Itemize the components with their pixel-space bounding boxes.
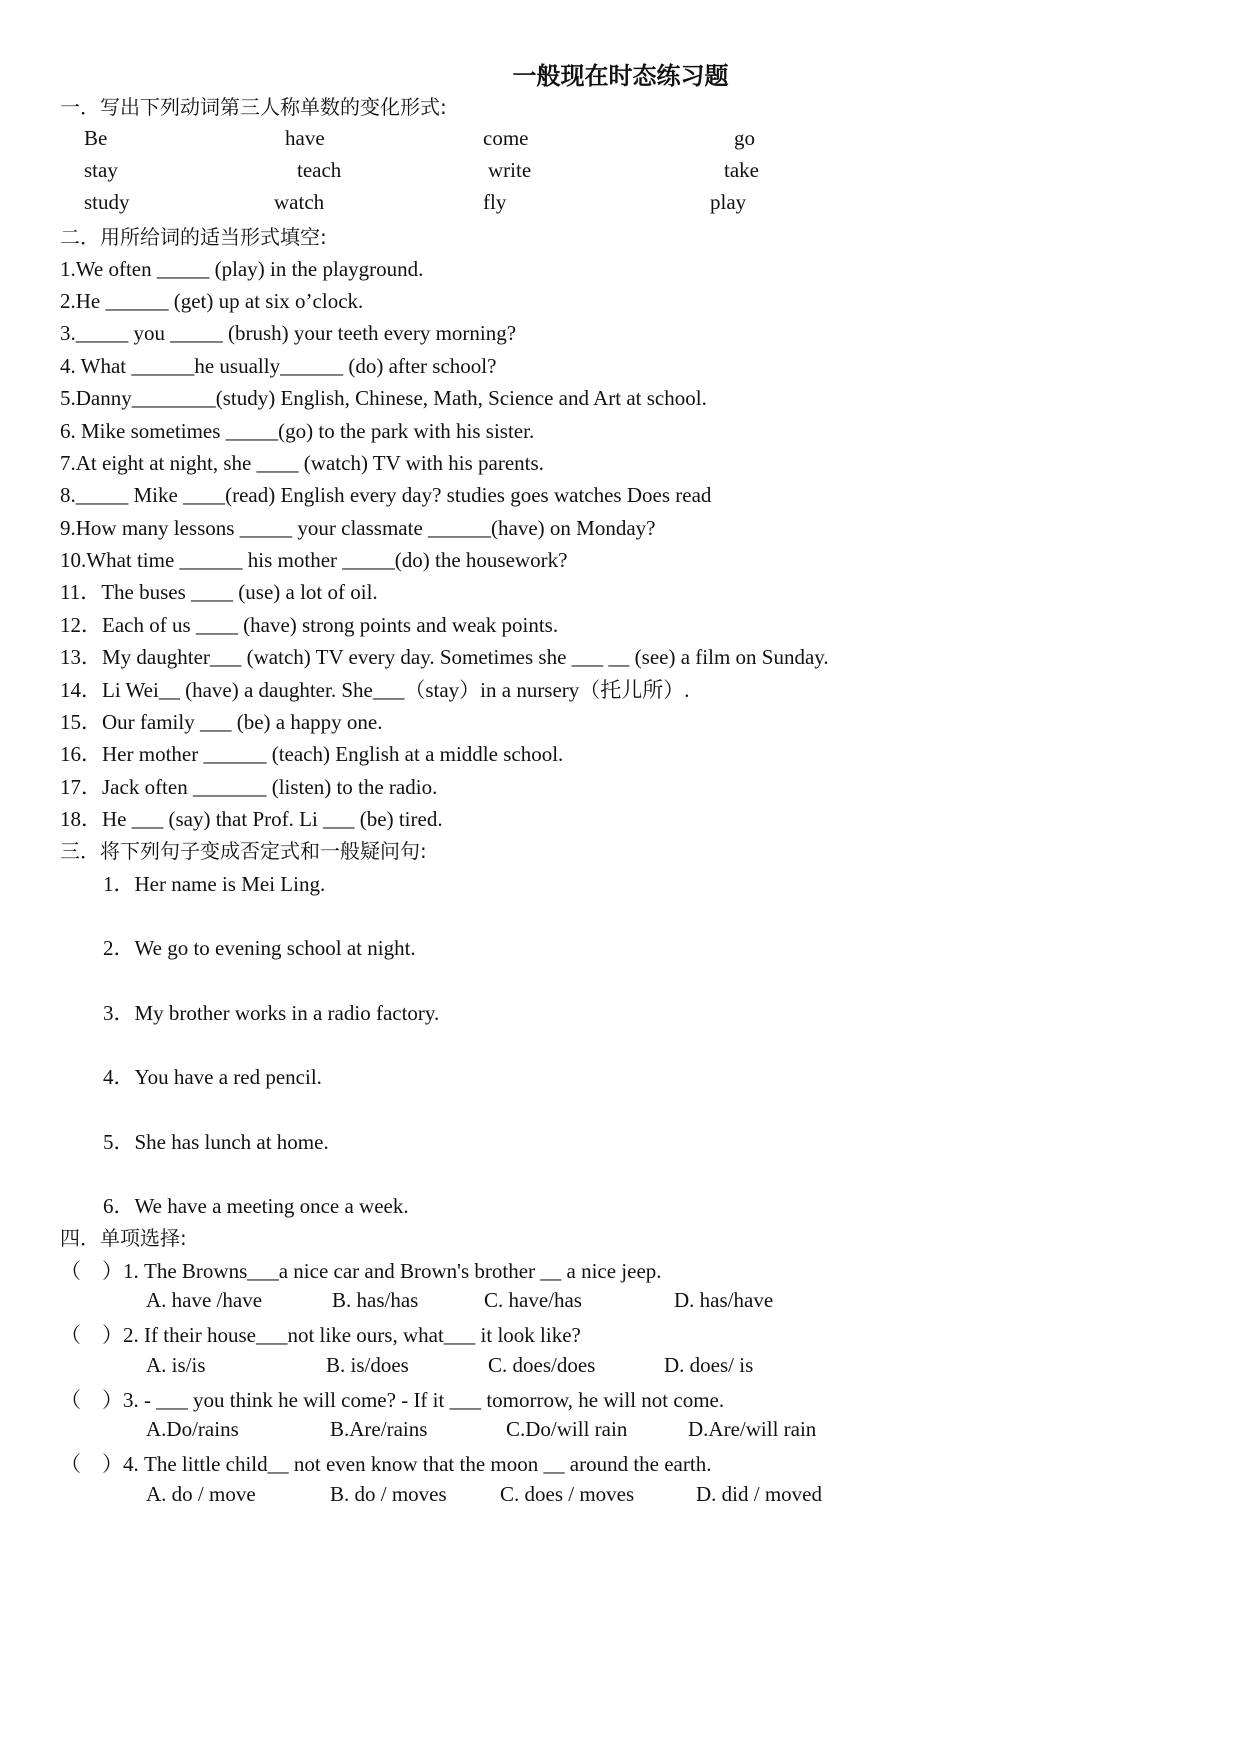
- verb-cell: study: [84, 190, 130, 214]
- fill-blank-item: 17．Jack often _______ (listen) to the radio.: [60, 775, 438, 799]
- mc-question-stem: （ ）1. The Browns___a nice car and Brown's brother __ a nice jeep.: [60, 1259, 662, 1283]
- fill-blank-item: 15．Our family ___ (be) a happy one.: [60, 710, 383, 734]
- mc-option: A. do / move: [146, 1482, 256, 1506]
- mc-option: D.Are/will rain: [688, 1417, 817, 1441]
- mc-option: B. is/does: [326, 1353, 409, 1377]
- mc-option: C. have/has: [484, 1288, 582, 1312]
- transform-sentence: 3．My brother works in a radio factory.: [103, 1001, 440, 1025]
- mc-option: A.Do/rains: [146, 1417, 239, 1441]
- mc-option: B. has/has: [332, 1288, 419, 1312]
- transform-sentence: 6．We have a meeting once a week.: [103, 1194, 409, 1218]
- verb-cell: play: [710, 190, 747, 214]
- fill-blank-item: 8._____ Mike ____(read) English every day? studies goes watches Does read: [60, 483, 712, 507]
- mc-option: B. do / moves: [330, 1482, 447, 1506]
- fill-blank-item: 11．The buses ____ (use) a lot of oil.: [60, 580, 378, 604]
- fill-blank-item: 14．Li Wei__ (have) a daughter. She___（stay）in a nursery（托儿所）.: [60, 678, 690, 702]
- verb-cell: take: [724, 158, 759, 182]
- verb-cell: come: [483, 126, 529, 150]
- section4-heading: 四．单项选择:: [60, 1226, 187, 1250]
- mc-option: B.Are/rains: [330, 1417, 428, 1441]
- fill-blank-item: 10.What time ______ his mother _____(do) the housework?: [60, 548, 568, 572]
- fill-blank-item: 1.We often _____ (play) in the playground.: [60, 257, 424, 281]
- verb-cell: teach: [297, 158, 342, 182]
- verb-cell: fly: [483, 190, 507, 214]
- mc-question-stem: （ ）3. - ___ you think he will come? - If it ___ tomorrow, he will not come.: [60, 1388, 725, 1412]
- mc-option: C.Do/will rain: [506, 1417, 628, 1441]
- verb-cell: have: [285, 126, 325, 150]
- mc-option: C. does / moves: [500, 1482, 635, 1506]
- fill-blank-item: 9.How many lessons _____ your classmate ______(have) on Monday?: [60, 516, 656, 540]
- transform-sentence: 5．She has lunch at home.: [103, 1130, 329, 1154]
- fill-blank-item: 6. Mike sometimes _____(go) to the park with his sister.: [60, 419, 535, 443]
- mc-question-stem: （ ）2. If their house___not like ours, what___ it look like?: [60, 1323, 581, 1347]
- section2-heading: 二．用所给词的适当形式填空:: [60, 225, 327, 249]
- fill-blank-item: 3._____ you _____ (brush) your teeth every morning?: [60, 321, 517, 345]
- section3-heading: 三．将下列句子变成否定式和一般疑问句:: [60, 839, 427, 863]
- fill-blank-item: 7.At eight at night, she ____ (watch) TV with his parents.: [60, 451, 544, 475]
- mc-option: D. did / moved: [696, 1482, 822, 1506]
- fill-blank-item: 2.He ______ (get) up at six o’clock.: [60, 289, 364, 313]
- transform-sentence: 1．Her name is Mei Ling.: [103, 872, 326, 896]
- mc-option: A. have /have: [146, 1288, 263, 1312]
- verb-cell: go: [734, 126, 755, 150]
- fill-blank-item: 12．Each of us ____ (have) strong points and weak points.: [60, 613, 559, 637]
- fill-blank-item: 5.Danny________(study) English, Chinese, Math, Science and Art at school.: [60, 386, 707, 410]
- fill-blank-item: 4. What ______he usually______ (do) after school?: [60, 354, 497, 378]
- transform-sentence: 4．You have a red pencil.: [103, 1065, 322, 1089]
- worksheet-title: 一般现在时态练习题: [512, 62, 729, 90]
- verb-cell: write: [488, 158, 532, 182]
- mc-option: D. does/ is: [664, 1353, 754, 1377]
- section1-heading: 一．写出下列动词第三人称单数的变化形式:: [60, 95, 447, 119]
- fill-blank-item: 16．Her mother ______ (teach) English at a middle school.: [60, 742, 564, 766]
- verb-cell: Be: [84, 126, 108, 150]
- verb-cell: watch: [274, 190, 325, 214]
- fill-blank-item: 18．He ___ (say) that Prof. Li ___ (be) tired.: [60, 807, 443, 831]
- verb-cell: stay: [84, 158, 118, 182]
- fill-blank-item: 13．My daughter___ (watch) TV every day. Sometimes she ___ __ (see) a film on Sunday.: [60, 645, 829, 669]
- mc-option: A. is/is: [146, 1353, 206, 1377]
- mc-question-stem: （ ）4. The little child__ not even know that the moon __ around the earth.: [60, 1452, 712, 1476]
- transform-sentence: 2．We go to evening school at night.: [103, 936, 416, 960]
- mc-option: D. has/have: [674, 1288, 774, 1312]
- mc-option: C. does/does: [488, 1353, 596, 1377]
